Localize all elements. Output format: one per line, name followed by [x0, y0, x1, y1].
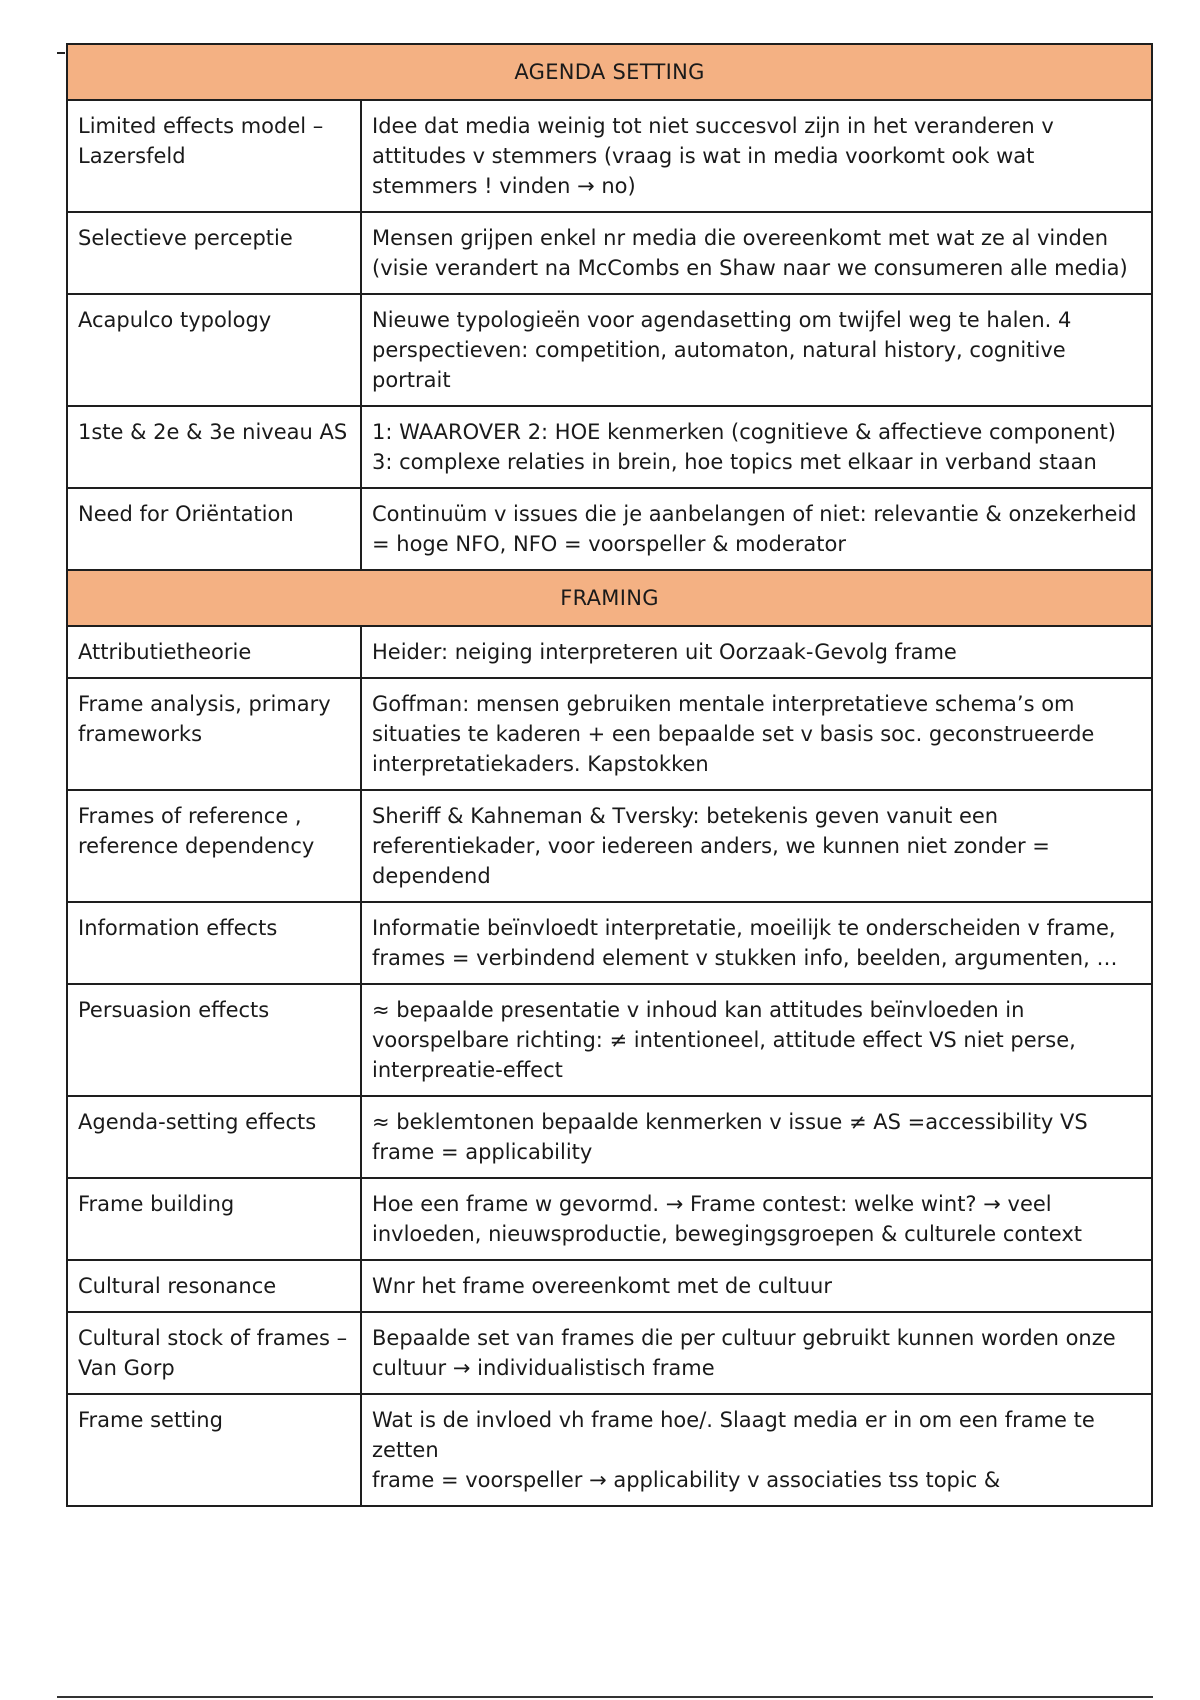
term-cell: Acapulco typology [67, 294, 361, 406]
table-row [67, 100, 1152, 212]
definition-cell: Mensen grijpen enkel nr media die overeenkomt met wat ze al vinden (visie verandert na McCombs en Shaw naar we consumeren alle media) [361, 212, 1152, 294]
definition-cell: Heider: neiging interpreteren uit Oorzaak-Gevolg frame [361, 626, 1152, 678]
definition-cell: Hoe een frame w gevormd. → Frame contest: welke wint? → veel invloeden, nieuwsproductie, bewegingsgroepen & culturele context [361, 1178, 1152, 1260]
table-row [67, 294, 1152, 406]
table-row [67, 1394, 1152, 1506]
table-row [67, 1312, 1152, 1394]
section-title: AGENDA SETTING [514, 60, 705, 84]
table-row [67, 902, 1152, 984]
table-row [67, 406, 1152, 488]
term-cell: Limited effects model – Lazersfeld [67, 100, 361, 212]
table-row [67, 1096, 1152, 1178]
term-cell: Attributietheorie [67, 626, 361, 678]
term-cell: Agenda-setting effects [67, 1096, 361, 1178]
table-row [67, 1260, 1152, 1312]
term-cell: Need for Oriëntation [67, 488, 361, 570]
definition-cell: Wnr het frame overeenkomt met de cultuur [361, 1260, 1152, 1312]
term-cell: Cultural stock of frames – Van Gorp [67, 1312, 361, 1394]
term-cell: Information effects [67, 902, 361, 984]
footer-rule [57, 1696, 1153, 1698]
definition-cell: Informatie beïnvloedt interpretatie, moeilijk te onderscheiden v frame, frames = verbindend element v stukken info, beelden, argumenten, … [361, 902, 1152, 984]
term-cell: Persuasion effects [67, 984, 361, 1096]
table-row [67, 790, 1152, 902]
term-cell: Frames of reference , reference dependency [67, 790, 361, 902]
definition-cell: Idee dat media weinig tot niet succesvol zijn in het veranderen v attitudes v stemmers (vraag is wat in media voorkomt ook wat stemmers ! vinden → no) [361, 100, 1152, 212]
notes-table [66, 43, 1153, 1507]
table-row [67, 488, 1152, 570]
table-row [67, 1178, 1152, 1260]
term-cell: Cultural resonance [67, 1260, 361, 1312]
table-row [67, 626, 1152, 678]
definition-cell: 1: WAAROVER 2: HOE kenmerken (cognitieve & affectieve component) 3: complexe relaties in brein, hoe topics met elkaar in verband staan [361, 406, 1152, 488]
term-cell: Frame building [67, 1178, 361, 1260]
definition-cell: Bepaalde set van frames die per cultuur gebruikt kunnen worden onze cultuur → individualistisch frame [361, 1312, 1152, 1394]
definition-cell: ≈ bepaalde presentatie v inhoud kan attitudes beïnvloeden in voorspelbare richting: ≠ intentioneel, attitude effect VS niet perse, interpreatie-effect [361, 984, 1152, 1096]
section-header-agenda-setting [67, 44, 1152, 100]
definition-cell: Continuüm v issues die je aanbelangen of niet: relevantie & onzekerheid = hoge NFO, NFO = voorspeller & moderator [361, 488, 1152, 570]
section-title: FRAMING [560, 586, 659, 610]
definition-cell: Sheriff & Kahneman & Tversky: betekenis geven vanuit een referentiekader, voor iedereen anders, we kunnen niet zonder = dependend [361, 790, 1152, 902]
term-cell: Selectieve perceptie [67, 212, 361, 294]
definition-cell: ≈ beklemtonen bepaalde kenmerken v issue ≠ AS =accessibility VS frame = applicability [361, 1096, 1152, 1178]
term-cell: Frame setting [67, 1394, 361, 1506]
table-row [67, 984, 1152, 1096]
definition-cell: Goffman: mensen gebruiken mentale interpretatieve schema’s om situaties te kaderen + een bepaalde set v basis soc. geconstrueerde interpretatiekaders. Kapstokken [361, 678, 1152, 790]
table-row [67, 212, 1152, 294]
corner-mark [57, 52, 65, 54]
term-cell: 1ste & 2e & 3e niveau AS [67, 406, 361, 488]
definition-cell: Nieuwe typologieën voor agendasetting om twijfel weg te halen. 4 perspectieven: competition, automaton, natural history, cognitive portrait [361, 294, 1152, 406]
term-cell: Frame analysis, primary frameworks [67, 678, 361, 790]
section-header-framing [67, 570, 1152, 626]
definition-cell: Wat is de invloed vh frame hoe/. Slaagt media er in om een frame te zetten frame = voorspeller → applicability v associaties tss topic & [361, 1394, 1152, 1506]
table-row [67, 678, 1152, 790]
